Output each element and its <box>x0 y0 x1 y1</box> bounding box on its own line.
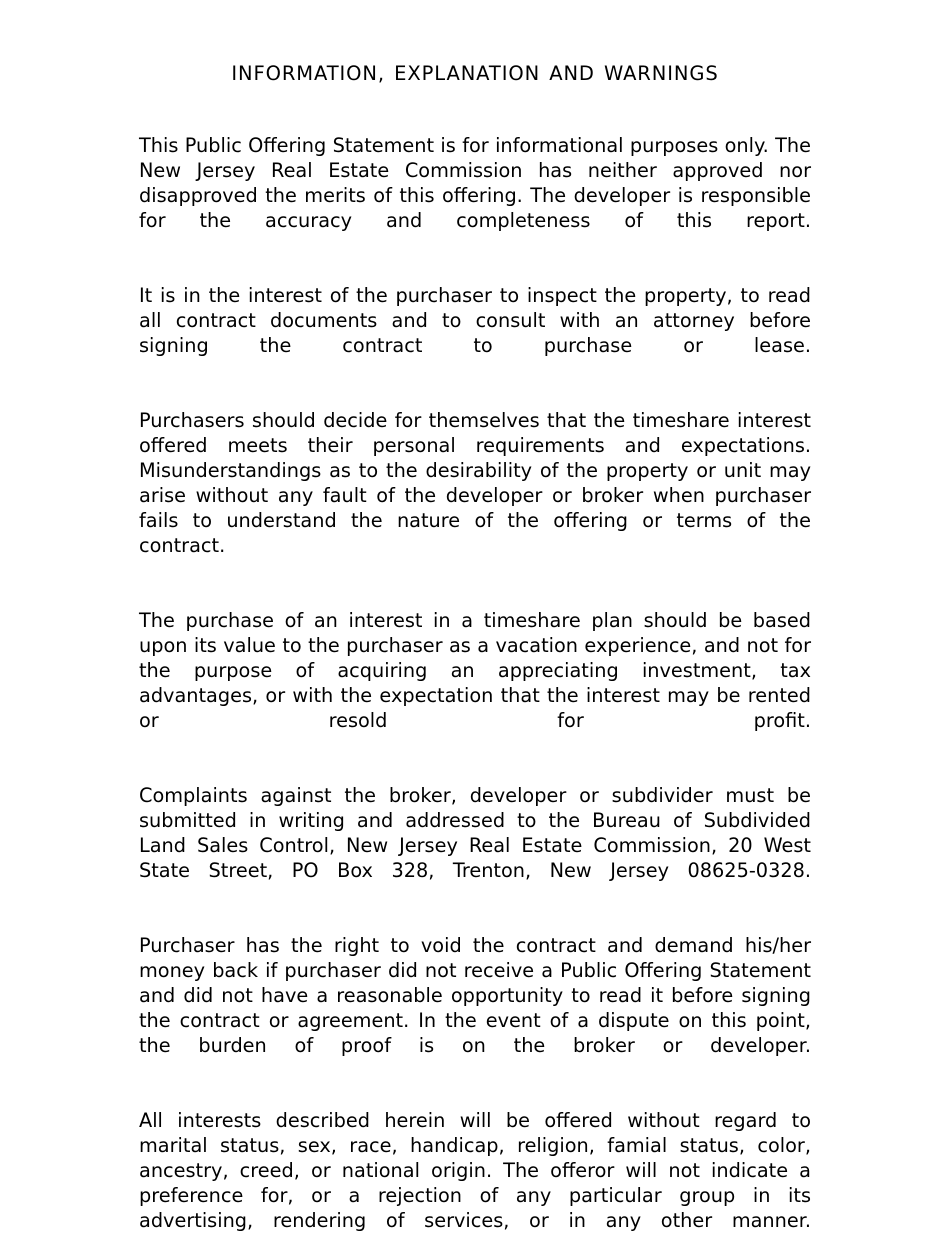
paragraph-1: This Public Offering Statement is for informational purposes only. The New Jersey Real Estate Commission has neither approved nor disapproved the merits of this offering. The developer is responsible for the accuracy and completeness of this report. <box>139 134 811 233</box>
paragraph-7: All interests described herein will be offered without regard to marital status, sex, race, handicap, religion, famial status, color, ancestry, creed, or national origin. The offeror will not indicate a preference for, or a rejection of any particular group in its advertising, rendering of services, or in any other manner. <box>139 1109 811 1233</box>
page-title: INFORMATION, EXPLANATION AND WARNINGS <box>231 62 719 85</box>
paragraph-4: The purchase of an interest in a timeshare plan should be based upon its value to the purchaser as a vacation experience, and not for the purpose of acquiring an appreciating investment, tax advantages, or with the expectation that the interest may be rented or resold for profit. <box>139 609 811 733</box>
paragraph-2: It is in the interest of the purchaser to inspect the property, to read all contract documents and to consult with an attorney before signing the contract to purchase or lease. <box>139 284 811 358</box>
paragraph-5: Complaints against the broker, developer or subdivider must be submitted in writing and addressed to the Bureau of Subdivided Land Sales Control, New Jersey Real Estate Commission, 20 West State Street, PO Box 328, Trenton, New Jersey 08625-0328. <box>139 784 811 883</box>
paragraph-6: Purchaser has the right to void the contract and demand his/her money back if purchaser did not receive a Public Offering Statement and did not have a reasonable opportunity to read it before signing the contract or agreement. In the event of a dispute on this point, the burden of proof is on the broker or developer. <box>139 934 811 1058</box>
paragraph-3: Purchasers should decide for themselves that the timeshare interest offered meets their personal requirements and expectations. Misunderstandings as to the desirability of the property or unit may arise without any fault of the developer or broker when purchaser fails to understand the nature of the offering or terms of the contract. <box>139 409 811 558</box>
document-body <box>139 133 811 1258</box>
